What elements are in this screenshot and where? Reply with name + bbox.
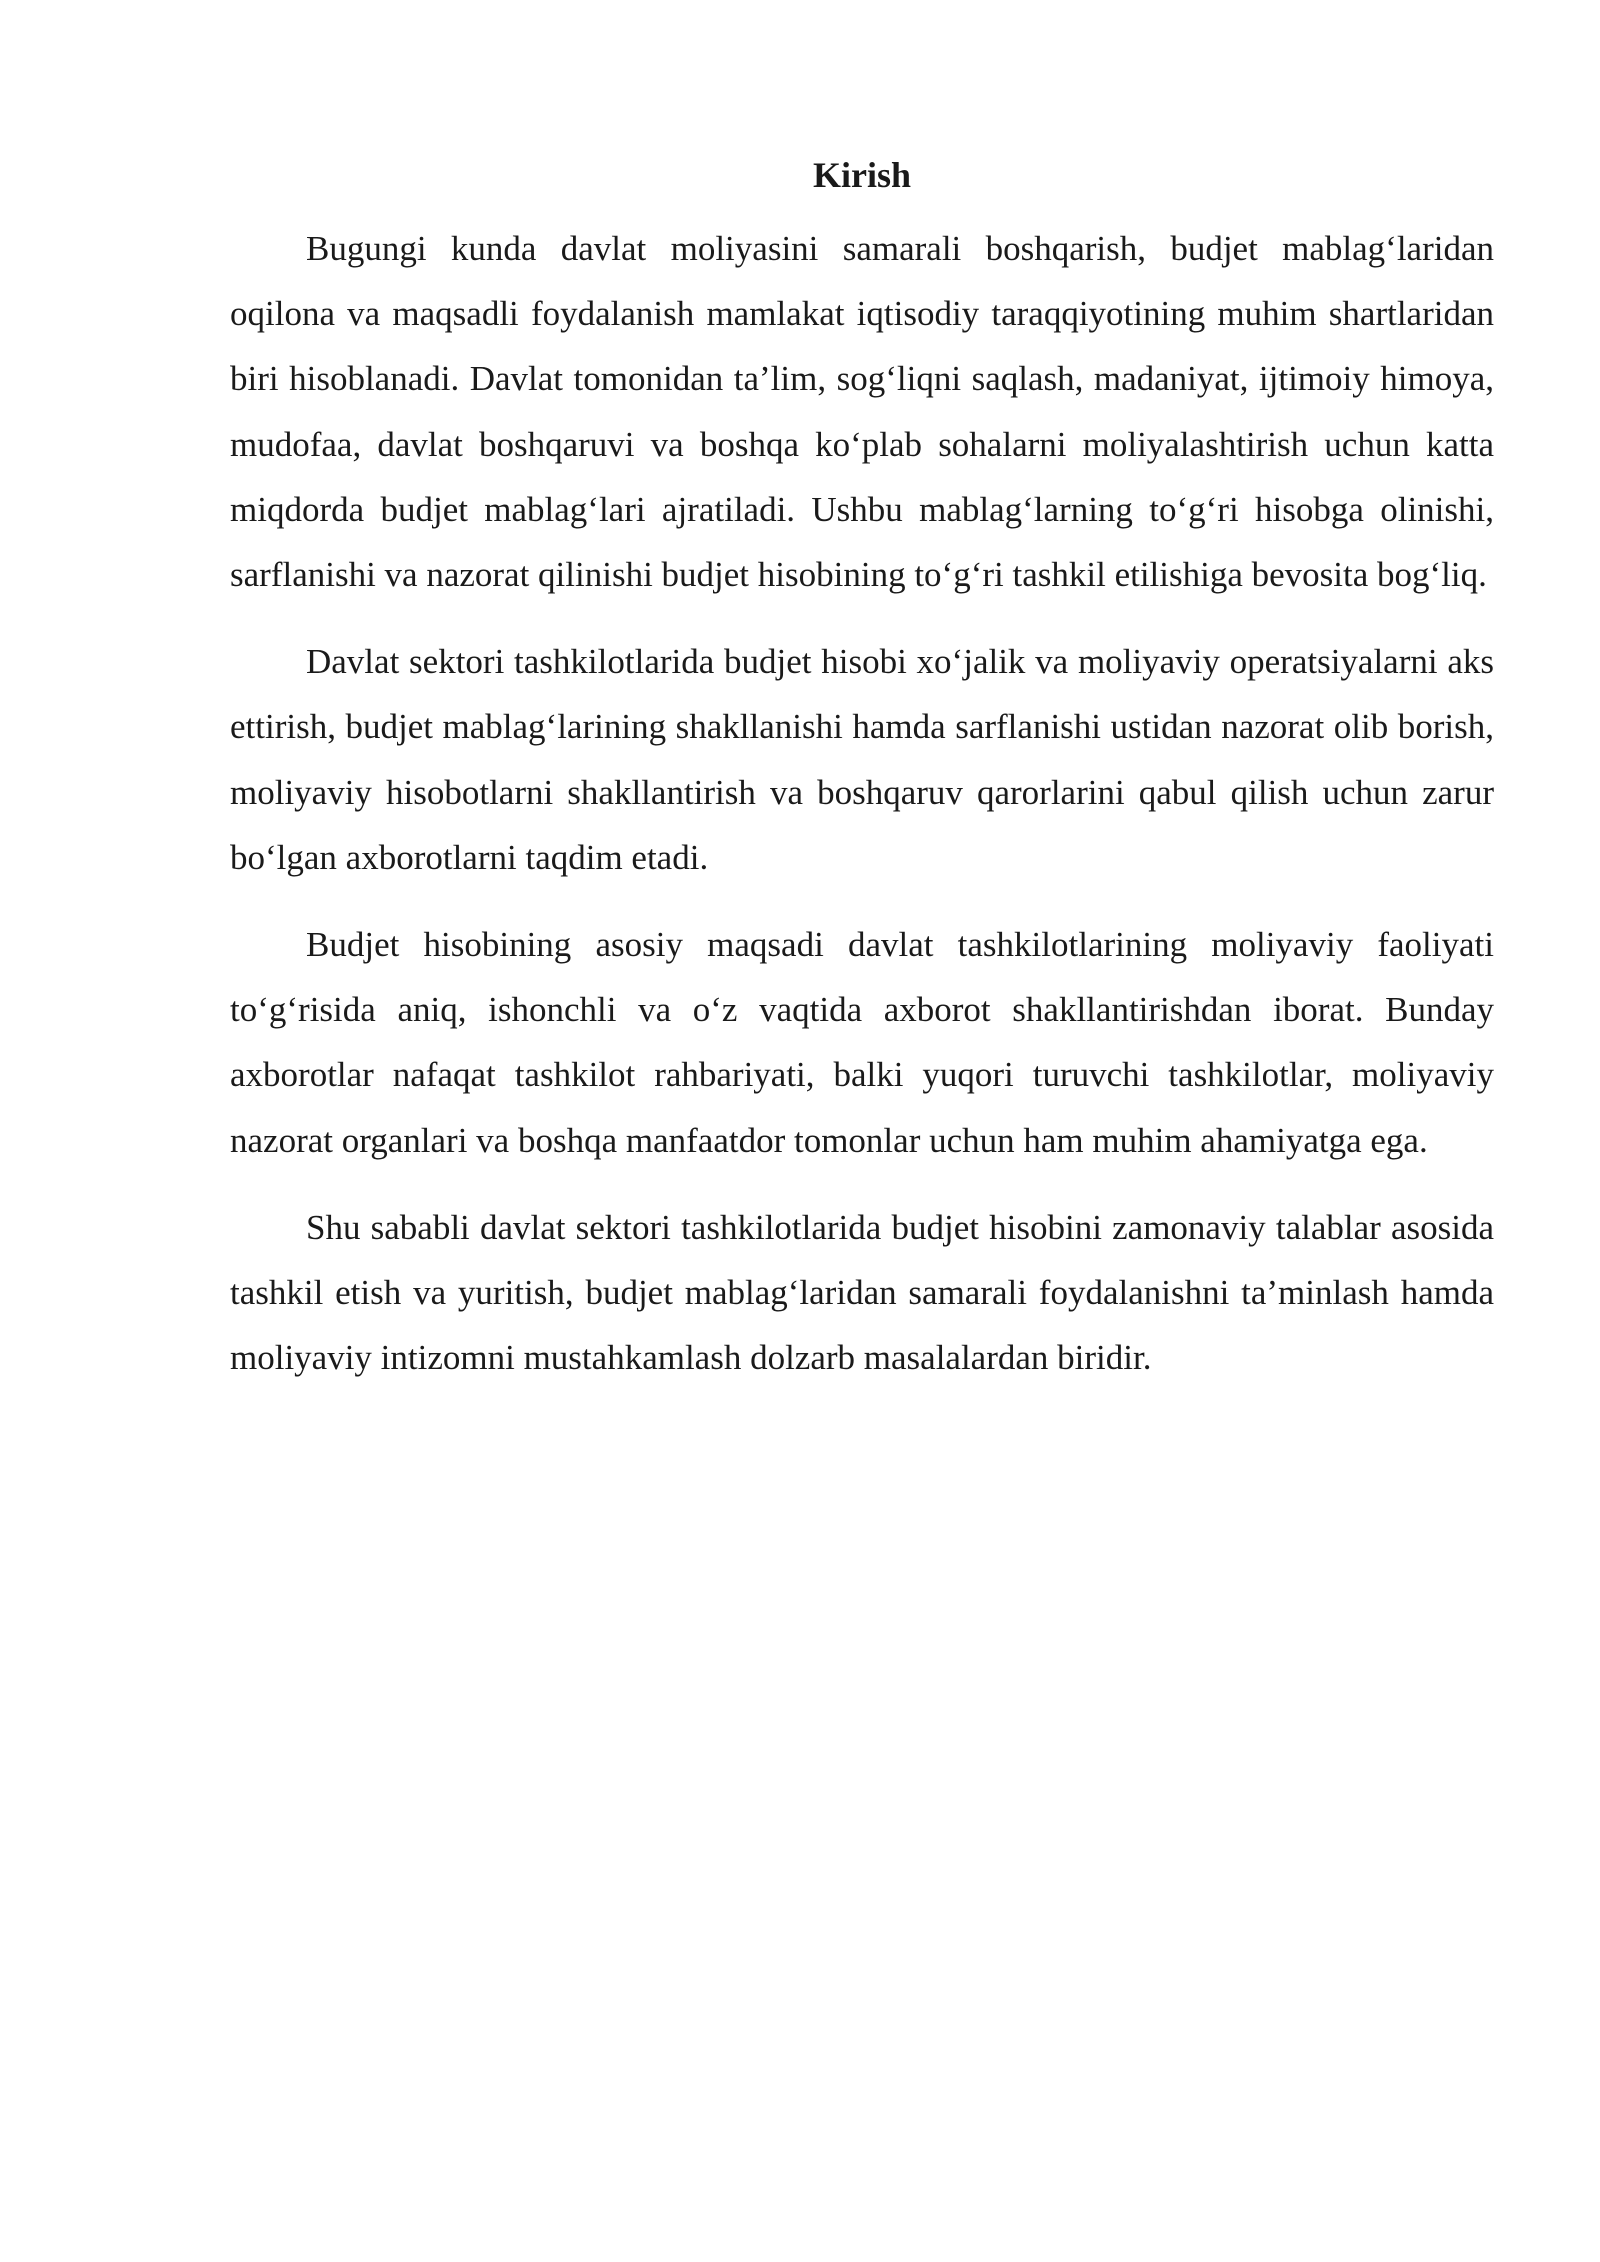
paragraph-1: Bugungi kunda davlat moliyasini samarali boshqarish, budjet mablag‘laridan oqilona va maqsadli foydalanish mamlakat iqtisodiy taraqqiyotining muhim shartlaridan biri hisoblanadi. Davlat tomonidan ta’lim, sog‘liqni saqlash, madaniyat, ijtimoiy himoya, mudofaa, davlat boshqaruvi va boshqa ko‘plab sohalarni moliyalashtirish uchun katta miqdorda budjet mablag‘lari ajratiladi. Ushbu mablag‘larning to‘g‘ri hisobga olinishi, sarflanishi va nazorat qilinishi budjet hisobining to‘g‘ri tashkil etilishiga bevosita bog‘liq. (230, 229, 1494, 595)
document-title: Kirish (812, 155, 911, 195)
paragraph-2: Davlat sektori tashkilotlarida budjet hisobi xo‘jalik va moliyaviy operatsiyalarni aks ettirish, budjet mablag‘larining shakllanishi hamda sarflanishi ustidan nazorat olib borish, moliyaviy hisobotlarni shakllantirish va boshqaruv qarorlarini qabul qilish uchun zarur bo‘lgan axborotlarni taqdim etadi. (230, 642, 1494, 877)
paragraph-3: Budjet hisobining asosiy maqsadi davlat tashkilotlarining moliyaviy faoliyati to‘g‘risida aniq, ishonchli va o‘z vaqtida axborot shakllantirishdan iborat. Bunday axborotlar nafaqat tashkilot rahbariyati, balki yuqori turuvchi tashkilotlar, moliyaviy nazorat organlari va boshqa manfaatdor tomonlar uchun ham muhim ahamiyatga ega. (230, 925, 1494, 1160)
paragraph-4: Shu sababli davlat sektori tashkilotlarida budjet hisobini zamonaviy talablar asosida tashkil etish va yuritish, budjet mablag‘laridan samarali foydalanishni ta’minlash hamda moliyaviy intizomni mustahkamlash dolzarb masalalardan biridir. (230, 1207, 1494, 1378)
